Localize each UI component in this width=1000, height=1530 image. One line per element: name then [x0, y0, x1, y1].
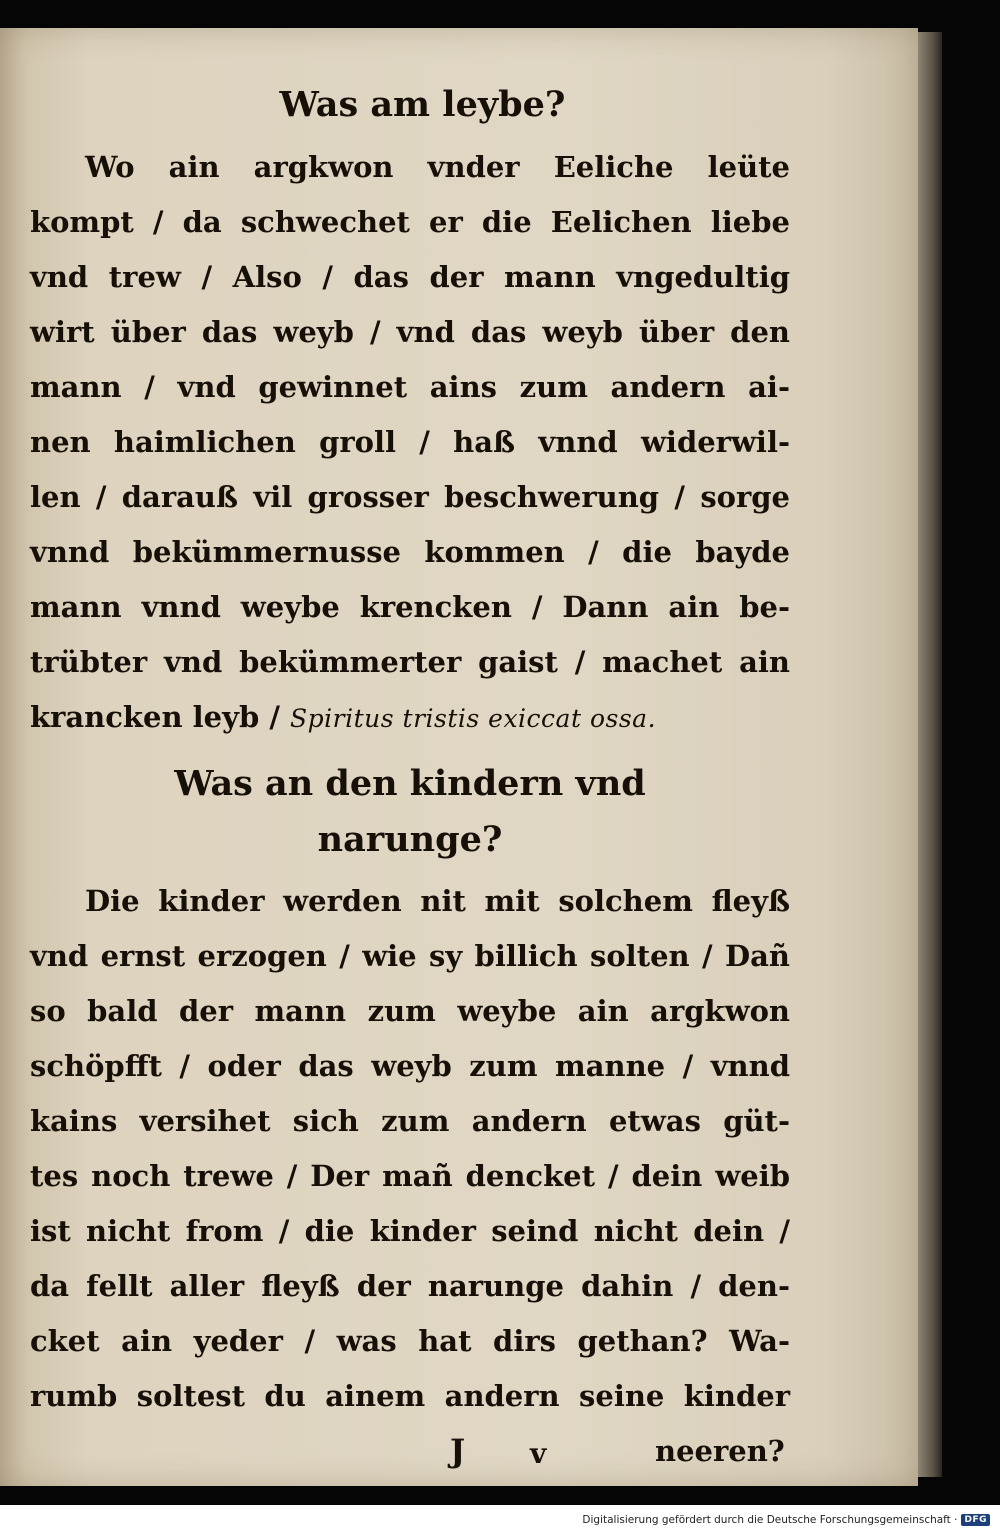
text-line: mann vnnd weybe krencken / Dann ain be- — [30, 590, 790, 624]
heading-children-line2: narunge? — [317, 819, 503, 860]
text-line: wirt über das weyb / vnd das weyb über den — [30, 315, 790, 349]
text-line: rumb soltest du ainem andern seine kinder — [30, 1379, 790, 1413]
text-line: schöpfft / oder das weyb zum manne / vnnd — [30, 1049, 790, 1083]
text-line: ist nicht from / die kinder seind nicht dein / — [30, 1214, 790, 1248]
signature-mark: J — [450, 1432, 466, 1470]
text-line: trübter vnd bekümmerter gaist / machet ain — [30, 645, 790, 679]
text-line: nen haimlichen groll / haß vnnd widerwil- — [30, 425, 790, 459]
text-line: mann / vnd gewinnet ains zum andern ai- — [30, 370, 790, 404]
page-text — [30, 70, 790, 1480]
heading-body: Was am leybe? — [279, 84, 566, 125]
page-edge — [918, 32, 942, 1477]
footer-credit — [582, 1512, 990, 1528]
text-line: vnd ernst erzogen / wie sy billich solten / Dañ — [30, 939, 790, 973]
heading-children — [30, 756, 790, 868]
text-line: da fellt aller fleyß der narunge dahin / den- — [30, 1269, 790, 1303]
latin-quote: Spiritus tristis exiccat ossa. — [290, 704, 657, 733]
text-line-end: krancken leyb / — [30, 700, 280, 734]
heading-children-line1: Was an den kindern vnd — [174, 763, 646, 804]
text-line: len / darauß vil grosser beschwerung / sorge — [30, 480, 790, 514]
text-line: Wo ain argkwon vnder Eeliche leüte — [85, 150, 790, 184]
text-line: tes noch trewe / Der mañ dencket / dein weib — [30, 1159, 790, 1193]
text-line-last — [30, 690, 790, 746]
text-line: vnnd bekümmernusse kommen / die bayde — [30, 535, 790, 569]
text-line: cket ain yeder / was hat dirs gethan? Wa- — [30, 1324, 790, 1358]
paragraph-children — [30, 874, 790, 1424]
text-line: so bald der mann zum weybe ain argkwon — [30, 994, 790, 1028]
text-line: kompt / da schwechet er die Eelichen liebe — [30, 205, 790, 239]
footer-text: Digitalisierung gefördert durch die Deutsche Forschungsgemeinschaft · — [582, 1514, 958, 1526]
text-line: kains versihet sich zum andern etwas güt- — [30, 1104, 790, 1138]
text-line: Die kinder werden nit mit solchem fleyß — [85, 884, 790, 918]
paragraph-body — [30, 140, 790, 746]
signature-number: v — [530, 1437, 547, 1470]
signature-row — [30, 1424, 790, 1480]
dfg-logo-icon: DFG — [961, 1514, 990, 1526]
text-line: vnd trew / Also / das der mann vngedultig — [30, 260, 790, 294]
catchword: neeren? — [655, 1434, 785, 1468]
